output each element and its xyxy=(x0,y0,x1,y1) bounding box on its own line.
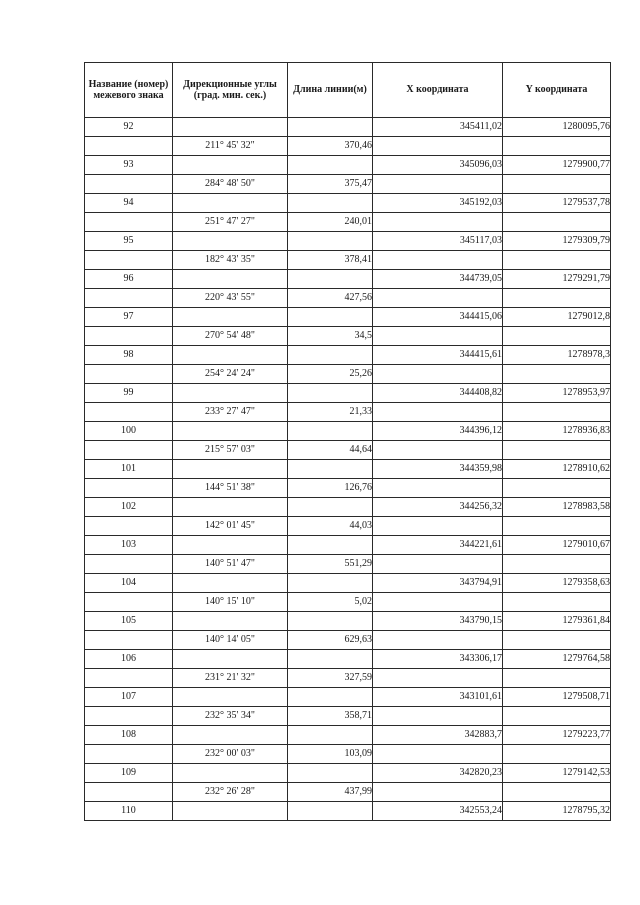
empty-cell xyxy=(503,669,611,688)
y-coordinate: 1279358,63 xyxy=(503,574,611,593)
point-number: 106 xyxy=(85,650,173,669)
point-number: 107 xyxy=(85,688,173,707)
direction-angle: 232° 00' 03" xyxy=(173,745,288,764)
empty-cell xyxy=(373,783,503,802)
empty-cell xyxy=(85,251,173,270)
table-row xyxy=(85,517,611,536)
x-coordinate: 345096,03 xyxy=(373,156,503,175)
direction-angle: 231° 21' 32" xyxy=(173,669,288,688)
direction-angle: 140° 14' 05" xyxy=(173,631,288,650)
line-length: 5,02 xyxy=(288,593,373,612)
table-row xyxy=(85,498,611,517)
empty-cell xyxy=(85,365,173,384)
empty-cell xyxy=(173,232,288,251)
x-coordinate: 345411,02 xyxy=(373,118,503,137)
x-coordinate: 342820,23 xyxy=(373,764,503,783)
empty-cell xyxy=(503,593,611,612)
line-length: 21,33 xyxy=(288,403,373,422)
empty-cell xyxy=(173,650,288,669)
line-length: 34,5 xyxy=(288,327,373,346)
line-length: 126,76 xyxy=(288,479,373,498)
y-coordinate: 1278910,62 xyxy=(503,460,611,479)
line-length: 375,47 xyxy=(288,175,373,194)
x-coordinate: 344739,05 xyxy=(373,270,503,289)
y-coordinate: 1279309,79 xyxy=(503,232,611,251)
empty-cell xyxy=(288,308,373,327)
y-coordinate: 1278978,3 xyxy=(503,346,611,365)
point-number: 103 xyxy=(85,536,173,555)
table-header xyxy=(85,63,611,118)
y-coordinate: 1279012,8 xyxy=(503,308,611,327)
direction-angle: 215° 57' 03" xyxy=(173,441,288,460)
empty-cell xyxy=(288,498,373,517)
empty-cell xyxy=(85,707,173,726)
empty-cell xyxy=(503,251,611,270)
point-number: 101 xyxy=(85,460,173,479)
y-coordinate: 1278983,58 xyxy=(503,498,611,517)
x-coordinate: 343794,91 xyxy=(373,574,503,593)
header-x: X координата xyxy=(373,63,503,118)
point-number: 96 xyxy=(85,270,173,289)
empty-cell xyxy=(373,745,503,764)
point-number: 100 xyxy=(85,422,173,441)
empty-cell xyxy=(373,555,503,574)
point-number: 108 xyxy=(85,726,173,745)
empty-cell xyxy=(173,536,288,555)
table-row xyxy=(85,536,611,555)
empty-cell xyxy=(85,783,173,802)
empty-cell xyxy=(173,346,288,365)
table-row xyxy=(85,612,611,631)
empty-cell xyxy=(173,498,288,517)
direction-angle: 140° 15' 10" xyxy=(173,593,288,612)
empty-cell xyxy=(85,555,173,574)
point-number: 95 xyxy=(85,232,173,251)
direction-angle: 211° 45' 32" xyxy=(173,137,288,156)
empty-cell xyxy=(288,118,373,137)
empty-cell xyxy=(373,251,503,270)
empty-cell xyxy=(288,422,373,441)
empty-cell xyxy=(288,536,373,555)
y-coordinate: 1279764,58 xyxy=(503,650,611,669)
empty-cell xyxy=(85,213,173,232)
point-number: 98 xyxy=(85,346,173,365)
table-row xyxy=(85,802,611,821)
y-coordinate: 1280095,76 xyxy=(503,118,611,137)
empty-cell xyxy=(288,574,373,593)
line-length: 437,99 xyxy=(288,783,373,802)
table-row xyxy=(85,194,611,213)
empty-cell xyxy=(373,669,503,688)
table-row xyxy=(85,726,611,745)
table-row xyxy=(85,688,611,707)
empty-cell xyxy=(288,650,373,669)
empty-cell xyxy=(288,384,373,403)
empty-cell xyxy=(85,289,173,308)
y-coordinate: 1279142,53 xyxy=(503,764,611,783)
line-length: 378,41 xyxy=(288,251,373,270)
x-coordinate: 342883,7 xyxy=(373,726,503,745)
table-row xyxy=(85,156,611,175)
x-coordinate: 344408,82 xyxy=(373,384,503,403)
table-row xyxy=(85,745,611,764)
table-row xyxy=(85,707,611,726)
table-row xyxy=(85,783,611,802)
empty-cell xyxy=(173,384,288,403)
x-coordinate: 345192,03 xyxy=(373,194,503,213)
y-coordinate: 1279010,67 xyxy=(503,536,611,555)
empty-cell xyxy=(288,726,373,745)
line-length: 427,56 xyxy=(288,289,373,308)
table-row xyxy=(85,574,611,593)
direction-angle: 232° 26' 28" xyxy=(173,783,288,802)
table-row xyxy=(85,118,611,137)
x-coordinate: 344221,61 xyxy=(373,536,503,555)
table-row xyxy=(85,593,611,612)
empty-cell xyxy=(503,327,611,346)
empty-cell xyxy=(503,783,611,802)
header-angle: Дирекционные углы (град. мин. сек.) xyxy=(173,63,288,118)
empty-cell xyxy=(288,270,373,289)
point-number: 93 xyxy=(85,156,173,175)
x-coordinate: 344256,32 xyxy=(373,498,503,517)
empty-cell xyxy=(373,593,503,612)
x-coordinate: 342553,24 xyxy=(373,802,503,821)
y-coordinate: 1279900,77 xyxy=(503,156,611,175)
table-row xyxy=(85,346,611,365)
direction-angle: 142° 01' 45" xyxy=(173,517,288,536)
line-length: 629,63 xyxy=(288,631,373,650)
empty-cell xyxy=(288,612,373,631)
point-number: 110 xyxy=(85,802,173,821)
empty-cell xyxy=(503,631,611,650)
empty-cell xyxy=(173,308,288,327)
empty-cell xyxy=(173,764,288,783)
table-row xyxy=(85,213,611,232)
point-number: 105 xyxy=(85,612,173,631)
table-row xyxy=(85,232,611,251)
empty-cell xyxy=(503,289,611,308)
empty-cell xyxy=(173,726,288,745)
table-row xyxy=(85,650,611,669)
empty-cell xyxy=(173,802,288,821)
line-length: 358,71 xyxy=(288,707,373,726)
table-row xyxy=(85,403,611,422)
point-number: 102 xyxy=(85,498,173,517)
direction-angle: 232° 35' 34" xyxy=(173,707,288,726)
table-row xyxy=(85,327,611,346)
empty-cell xyxy=(173,422,288,441)
empty-cell xyxy=(503,213,611,232)
empty-cell xyxy=(503,517,611,536)
empty-cell xyxy=(173,612,288,631)
y-coordinate: 1279508,71 xyxy=(503,688,611,707)
direction-angle: 140° 51' 47" xyxy=(173,555,288,574)
point-number: 104 xyxy=(85,574,173,593)
empty-cell xyxy=(85,327,173,346)
table-row xyxy=(85,422,611,441)
line-length: 44,64 xyxy=(288,441,373,460)
x-coordinate: 343306,17 xyxy=(373,650,503,669)
header-name: Название (номер) межевого знака xyxy=(85,63,173,118)
table-row xyxy=(85,460,611,479)
empty-cell xyxy=(85,631,173,650)
empty-cell xyxy=(373,289,503,308)
empty-cell xyxy=(373,365,503,384)
table-row xyxy=(85,669,611,688)
empty-cell xyxy=(288,688,373,707)
table-row xyxy=(85,479,611,498)
table-row xyxy=(85,764,611,783)
empty-cell xyxy=(173,156,288,175)
table-row xyxy=(85,175,611,194)
empty-cell xyxy=(173,460,288,479)
line-length: 44,03 xyxy=(288,517,373,536)
y-coordinate: 1278936,83 xyxy=(503,422,611,441)
line-length: 370,46 xyxy=(288,137,373,156)
empty-cell xyxy=(503,403,611,422)
direction-angle: 254° 24' 24" xyxy=(173,365,288,384)
y-coordinate: 1278795,32 xyxy=(503,802,611,821)
direction-angle: 233° 27' 47" xyxy=(173,403,288,422)
table-body xyxy=(85,118,611,821)
empty-cell xyxy=(85,479,173,498)
x-coordinate: 344396,12 xyxy=(373,422,503,441)
table-row xyxy=(85,555,611,574)
empty-cell xyxy=(373,631,503,650)
empty-cell xyxy=(373,479,503,498)
empty-cell xyxy=(503,745,611,764)
table-row xyxy=(85,270,611,289)
empty-cell xyxy=(373,213,503,232)
empty-cell xyxy=(85,403,173,422)
direction-angle: 284° 48' 50" xyxy=(173,175,288,194)
direction-angle: 270° 54' 48" xyxy=(173,327,288,346)
empty-cell xyxy=(173,688,288,707)
x-coordinate: 344415,06 xyxy=(373,308,503,327)
point-number: 109 xyxy=(85,764,173,783)
table-row xyxy=(85,384,611,403)
x-coordinate: 343790,15 xyxy=(373,612,503,631)
table-row xyxy=(85,289,611,308)
direction-angle: 220° 43' 55" xyxy=(173,289,288,308)
x-coordinate: 343101,61 xyxy=(373,688,503,707)
empty-cell xyxy=(373,137,503,156)
line-length: 25,26 xyxy=(288,365,373,384)
empty-cell xyxy=(85,441,173,460)
line-length: 240,01 xyxy=(288,213,373,232)
x-coordinate: 344359,98 xyxy=(373,460,503,479)
empty-cell xyxy=(288,232,373,251)
empty-cell xyxy=(288,764,373,783)
point-number: 92 xyxy=(85,118,173,137)
empty-cell xyxy=(288,194,373,213)
y-coordinate: 1278953,97 xyxy=(503,384,611,403)
empty-cell xyxy=(288,156,373,175)
empty-cell xyxy=(85,745,173,764)
point-number: 99 xyxy=(85,384,173,403)
empty-cell xyxy=(373,327,503,346)
empty-cell xyxy=(503,137,611,156)
empty-cell xyxy=(85,517,173,536)
empty-cell xyxy=(288,460,373,479)
table-row xyxy=(85,365,611,384)
table-row xyxy=(85,308,611,327)
line-length: 327,59 xyxy=(288,669,373,688)
y-coordinate: 1279361,84 xyxy=(503,612,611,631)
line-length: 551,29 xyxy=(288,555,373,574)
x-coordinate: 345117,03 xyxy=(373,232,503,251)
empty-cell xyxy=(288,346,373,365)
empty-cell xyxy=(503,707,611,726)
y-coordinate: 1279291,79 xyxy=(503,270,611,289)
empty-cell xyxy=(373,403,503,422)
empty-cell xyxy=(373,707,503,726)
header-length: Длина линии(м) xyxy=(288,63,373,118)
table-row xyxy=(85,137,611,156)
empty-cell xyxy=(503,175,611,194)
point-number: 97 xyxy=(85,308,173,327)
direction-angle: 182° 43' 35" xyxy=(173,251,288,270)
empty-cell xyxy=(503,555,611,574)
empty-cell xyxy=(373,175,503,194)
empty-cell xyxy=(173,118,288,137)
empty-cell xyxy=(173,194,288,213)
empty-cell xyxy=(503,441,611,460)
empty-cell xyxy=(373,441,503,460)
empty-cell xyxy=(85,137,173,156)
empty-cell xyxy=(503,479,611,498)
empty-cell xyxy=(173,574,288,593)
table-row xyxy=(85,631,611,650)
table-row xyxy=(85,441,611,460)
y-coordinate: 1279537,78 xyxy=(503,194,611,213)
point-number: 94 xyxy=(85,194,173,213)
empty-cell xyxy=(85,175,173,194)
table-row xyxy=(85,251,611,270)
empty-cell xyxy=(288,802,373,821)
empty-cell xyxy=(85,593,173,612)
x-coordinate: 344415,61 xyxy=(373,346,503,365)
empty-cell xyxy=(503,365,611,384)
direction-angle: 144° 51' 38" xyxy=(173,479,288,498)
empty-cell xyxy=(373,517,503,536)
y-coordinate: 1279223,77 xyxy=(503,726,611,745)
line-length: 103,09 xyxy=(288,745,373,764)
direction-angle: 251° 47' 27" xyxy=(173,213,288,232)
boundary-coordinates-table xyxy=(84,62,611,821)
header-y: Y координата xyxy=(503,63,611,118)
empty-cell xyxy=(85,669,173,688)
empty-cell xyxy=(173,270,288,289)
